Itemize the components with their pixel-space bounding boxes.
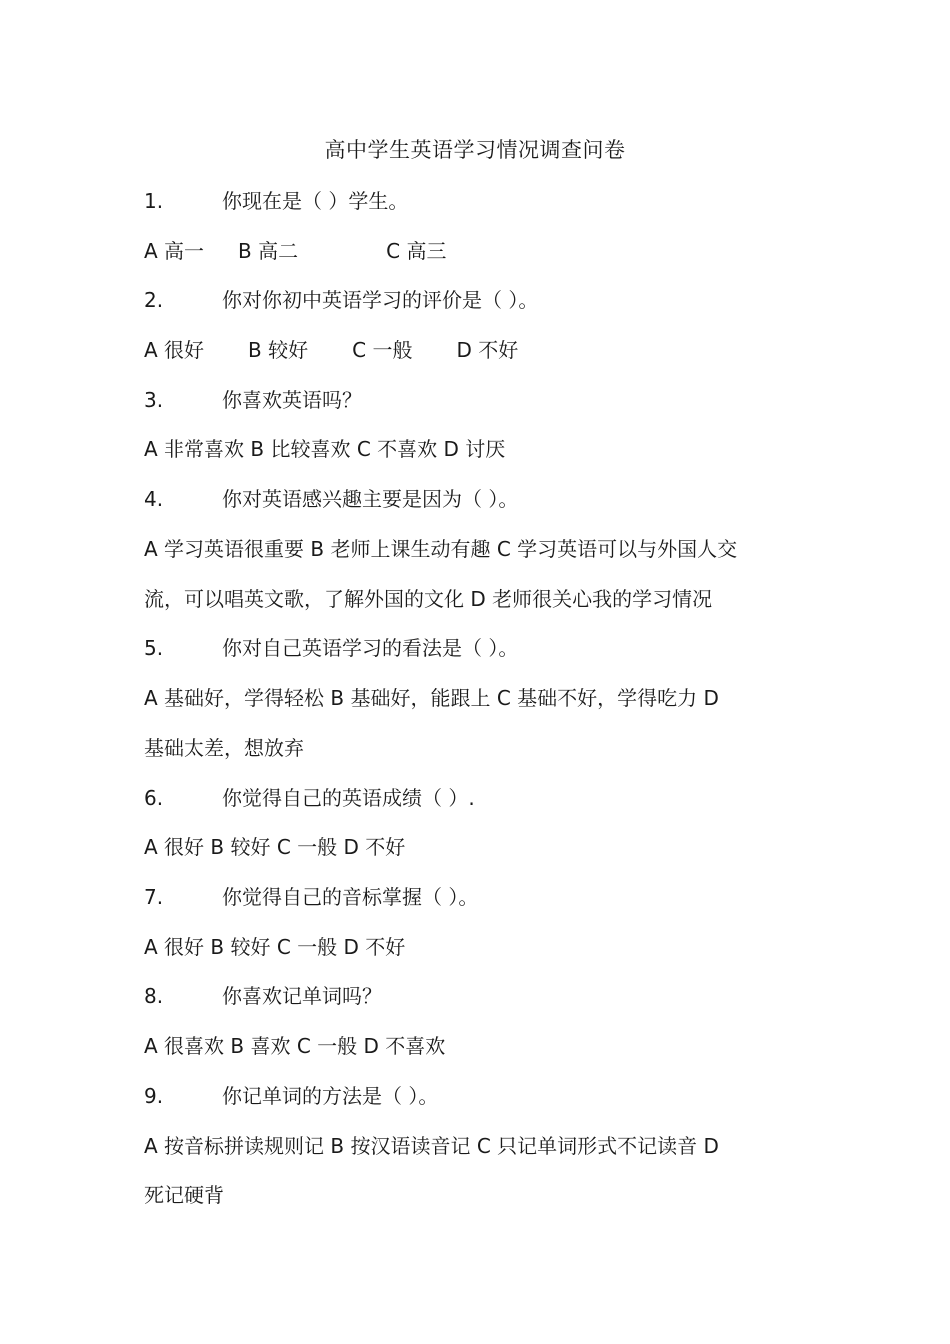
question-text: 你喜欢记单词吗？ xyxy=(222,984,382,1008)
option-a: A 很好 xyxy=(144,338,205,362)
question-6-options: A 很好 B 较好 C 一般 D 不好 xyxy=(144,835,406,859)
option-b: B 高二 xyxy=(238,239,299,263)
question-3 xyxy=(144,385,824,415)
question-7-options: A 很好 B 较好 C 一般 D 不好 xyxy=(144,935,406,959)
question-2 xyxy=(144,285,824,315)
option-d: D 不好 xyxy=(456,338,519,362)
option-b: B 较好 xyxy=(248,338,309,362)
question-number: 5. xyxy=(144,636,164,660)
question-3-options: A 非常喜欢 B 比较喜欢 C 不喜欢 D 讨厌 xyxy=(144,437,506,461)
question-text: 你记单词的方法是（ ）。 xyxy=(222,1084,439,1108)
question-number: 1. xyxy=(144,189,164,213)
option-a: A 高一 xyxy=(144,239,205,263)
option-c: C 高三 xyxy=(386,239,447,263)
question-text: 你对你初中英语学习的评价是（ ）。 xyxy=(222,288,539,312)
question-8 xyxy=(144,981,824,1011)
question-6 xyxy=(144,783,824,813)
question-9-options-line-2: 死记硬背 xyxy=(144,1183,224,1207)
question-number: 4. xyxy=(144,487,164,511)
page-title: 高中学生英语学习情况调查问卷 xyxy=(324,138,626,162)
question-text: 你现在是（ ）学生。 xyxy=(222,189,409,213)
question-number: 9. xyxy=(144,1084,164,1108)
question-number: 3. xyxy=(144,388,164,412)
question-2-options xyxy=(144,335,824,365)
question-5-options-line-1: A 基础好，学得轻松 B 基础好，能跟上 C 基础不好，学得吃力 D xyxy=(144,686,719,710)
question-text: 你对自己英语学习的看法是（ ）。 xyxy=(222,636,519,660)
question-number: 6. xyxy=(144,786,164,810)
question-4-options-line-2: 流，可以唱英文歌，了解外国的文化 D 老师很关心我的学习情况 xyxy=(144,587,713,611)
question-7 xyxy=(144,882,824,912)
question-number: 2. xyxy=(144,288,164,312)
question-9-options-line-1: A 按音标拼读规则记 B 按汉语读音记 C 只记单词形式不记读音 D xyxy=(144,1134,719,1158)
question-number: 8. xyxy=(144,984,164,1008)
question-9 xyxy=(144,1081,824,1111)
question-4-options-line-1: A 学习英语很重要 B 老师上课生动有趣 C 学习英语可以与外国人交 xyxy=(144,537,738,561)
option-c: C 一般 xyxy=(352,338,413,362)
question-text: 你喜欢英语吗？ xyxy=(222,388,362,412)
question-5 xyxy=(144,633,824,663)
question-5-options-line-2: 基础太差，想放弃 xyxy=(144,736,304,760)
question-text: 你对英语感兴趣主要是因为（ ）。 xyxy=(222,487,519,511)
question-4 xyxy=(144,484,824,514)
question-8-options: A 很喜欢 B 喜欢 C 一般 D 不喜欢 xyxy=(144,1034,446,1058)
question-1-options xyxy=(144,236,824,266)
question-number: 7. xyxy=(144,885,164,909)
question-1 xyxy=(144,186,824,216)
question-text: 你觉得自己的英语成绩（ ）. xyxy=(222,786,475,810)
question-text: 你觉得自己的音标掌握（ ）。 xyxy=(222,885,479,909)
